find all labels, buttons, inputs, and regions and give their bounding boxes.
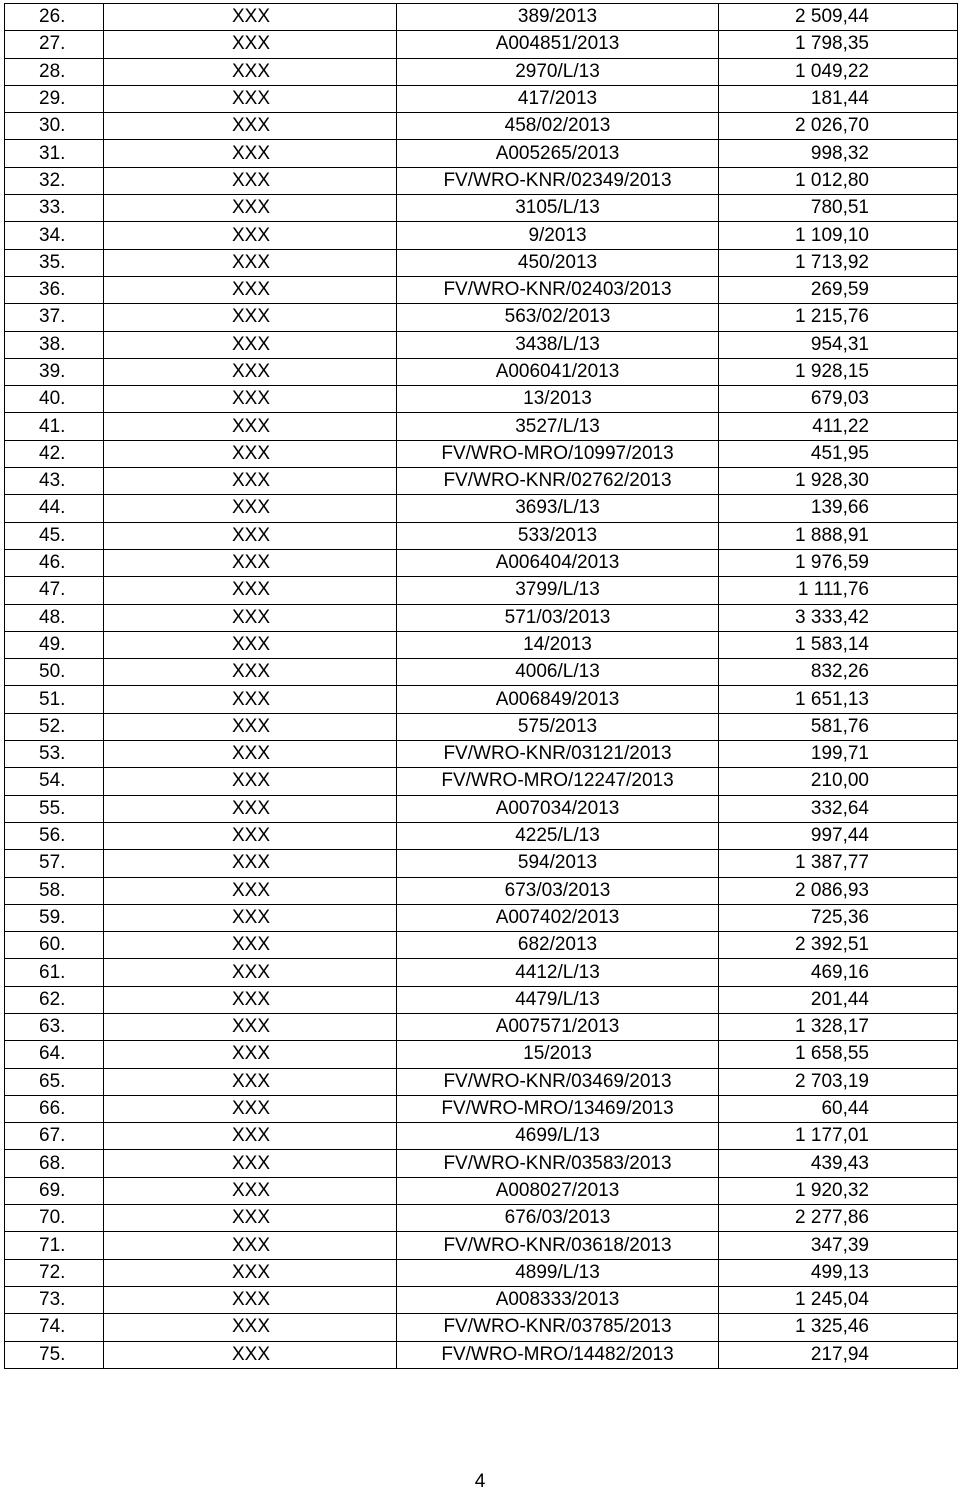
row-number: 52. (5, 713, 104, 740)
invoice-number: FV/WRO-MRO/10997/2013 (397, 440, 719, 467)
invoice-amount: 1 325,46 (719, 1314, 958, 1341)
invoice-number: A004851/2013 (397, 31, 719, 58)
contractor-name: XXX (104, 1150, 397, 1177)
row-number: 66. (5, 1095, 104, 1122)
invoice-amount: 1 245,04 (719, 1286, 958, 1313)
contractor-name: XXX (104, 932, 397, 959)
invoice-number: FV/WRO-KNR/03583/2013 (397, 1150, 719, 1177)
invoice-amount: 581,76 (719, 713, 958, 740)
invoice-number: 682/2013 (397, 932, 719, 959)
invoice-number: FV/WRO-KNR/03618/2013 (397, 1232, 719, 1259)
invoice-amount: 1 387,77 (719, 850, 958, 877)
table-row (5, 222, 958, 249)
contractor-name: XXX (104, 358, 397, 385)
invoice-amount: 2 392,51 (719, 932, 958, 959)
invoice-amount: 1 328,17 (719, 1013, 958, 1040)
invoice-number: A007571/2013 (397, 1013, 719, 1040)
invoice-number: 3438/L/13 (397, 331, 719, 358)
contractor-name: XXX (104, 1232, 397, 1259)
table-row (5, 768, 958, 795)
invoice-number: 594/2013 (397, 850, 719, 877)
invoice-amount: 181,44 (719, 85, 958, 112)
table-row (5, 85, 958, 112)
row-number: 54. (5, 768, 104, 795)
row-number: 64. (5, 1041, 104, 1068)
table-row (5, 686, 958, 713)
contractor-name: XXX (104, 413, 397, 440)
invoice-number: 3105/L/13 (397, 195, 719, 222)
invoice-number: 3799/L/13 (397, 577, 719, 604)
row-number: 27. (5, 31, 104, 58)
invoice-number: 4006/L/13 (397, 659, 719, 686)
table-row (5, 1286, 958, 1313)
contractor-name: XXX (104, 959, 397, 986)
invoice-number: 417/2013 (397, 85, 719, 112)
table-row (5, 1232, 958, 1259)
invoice-amount: 469,16 (719, 959, 958, 986)
contractor-name: XXX (104, 686, 397, 713)
row-number: 68. (5, 1150, 104, 1177)
contractor-name: XXX (104, 577, 397, 604)
invoice-amount: 725,36 (719, 904, 958, 931)
invoice-number: 533/2013 (397, 522, 719, 549)
row-number: 51. (5, 686, 104, 713)
invoice-amount: 1 920,32 (719, 1177, 958, 1204)
invoice-amount: 217,94 (719, 1341, 958, 1368)
contractor-name: XXX (104, 1068, 397, 1095)
table-row (5, 549, 958, 576)
row-number: 62. (5, 986, 104, 1013)
invoice-number: 2970/L/13 (397, 58, 719, 85)
invoice-number: 450/2013 (397, 249, 719, 276)
contractor-name: XXX (104, 631, 397, 658)
contractor-name: XXX (104, 1259, 397, 1286)
invoice-amount: 997,44 (719, 822, 958, 849)
contractor-name: XXX (104, 304, 397, 331)
row-number: 31. (5, 140, 104, 167)
row-number: 53. (5, 741, 104, 768)
contractor-name: XXX (104, 468, 397, 495)
invoice-number: A007402/2013 (397, 904, 719, 931)
table-row (5, 959, 958, 986)
invoice-amount: 1 928,15 (719, 358, 958, 385)
table-row (5, 331, 958, 358)
contractor-name: XXX (104, 113, 397, 140)
contractor-name: XXX (104, 1314, 397, 1341)
row-number: 59. (5, 904, 104, 931)
invoice-amount: 1 888,91 (719, 522, 958, 549)
invoice-number: 676/03/2013 (397, 1205, 719, 1232)
row-number: 45. (5, 522, 104, 549)
table-row (5, 1150, 958, 1177)
table-row (5, 31, 958, 58)
invoice-number: 458/02/2013 (397, 113, 719, 140)
invoice-number: 563/02/2013 (397, 304, 719, 331)
row-number: 58. (5, 877, 104, 904)
invoice-amount: 199,71 (719, 741, 958, 768)
row-number: 35. (5, 249, 104, 276)
invoice-amount: 60,44 (719, 1095, 958, 1122)
invoice-number: 4899/L/13 (397, 1259, 719, 1286)
contractor-name: XXX (104, 85, 397, 112)
row-number: 67. (5, 1123, 104, 1150)
contractor-name: XXX (104, 1205, 397, 1232)
invoice-amount: 3 333,42 (719, 604, 958, 631)
invoice-number: 571/03/2013 (397, 604, 719, 631)
invoice-amount: 2 277,86 (719, 1205, 958, 1232)
invoice-number: 3693/L/13 (397, 495, 719, 522)
row-number: 47. (5, 577, 104, 604)
contractor-name: XXX (104, 1013, 397, 1040)
table-row (5, 276, 958, 303)
invoice-number: 673/03/2013 (397, 877, 719, 904)
invoice-number: 575/2013 (397, 713, 719, 740)
table-row (5, 795, 958, 822)
contractor-name: XXX (104, 386, 397, 413)
invoice-number: FV/WRO-KNR/02762/2013 (397, 468, 719, 495)
contractor-name: XXX (104, 822, 397, 849)
table-row (5, 932, 958, 959)
table-row (5, 249, 958, 276)
row-number: 33. (5, 195, 104, 222)
row-number: 69. (5, 1177, 104, 1204)
contractor-name: XXX (104, 140, 397, 167)
invoice-amount: 347,39 (719, 1232, 958, 1259)
invoice-number: 3527/L/13 (397, 413, 719, 440)
table-row (5, 113, 958, 140)
table-row (5, 195, 958, 222)
invoice-amount: 139,66 (719, 495, 958, 522)
contractor-name: XXX (104, 1286, 397, 1313)
invoice-table-body (5, 4, 958, 1369)
row-number: 73. (5, 1286, 104, 1313)
row-number: 57. (5, 850, 104, 877)
table-row (5, 986, 958, 1013)
invoice-number: 4479/L/13 (397, 986, 719, 1013)
invoice-amount: 2 026,70 (719, 113, 958, 140)
invoice-number: A006404/2013 (397, 549, 719, 576)
contractor-name: XXX (104, 522, 397, 549)
invoice-amount: 1 658,55 (719, 1041, 958, 1068)
contractor-name: XXX (104, 440, 397, 467)
contractor-name: XXX (104, 795, 397, 822)
row-number: 55. (5, 795, 104, 822)
invoice-amount: 954,31 (719, 331, 958, 358)
row-number: 40. (5, 386, 104, 413)
row-number: 29. (5, 85, 104, 112)
table-row (5, 1259, 958, 1286)
contractor-name: XXX (104, 877, 397, 904)
invoice-number: 4225/L/13 (397, 822, 719, 849)
table-row (5, 877, 958, 904)
invoice-number: FV/WRO-KNR/03121/2013 (397, 741, 719, 768)
invoice-amount: 832,26 (719, 659, 958, 686)
invoice-amount: 1 976,59 (719, 549, 958, 576)
invoice-amount: 780,51 (719, 195, 958, 222)
table-row (5, 631, 958, 658)
table-row (5, 468, 958, 495)
row-number: 44. (5, 495, 104, 522)
table-row (5, 522, 958, 549)
table-row (5, 1341, 958, 1368)
row-number: 61. (5, 959, 104, 986)
table-row (5, 1068, 958, 1095)
row-number: 34. (5, 222, 104, 249)
invoice-amount: 998,32 (719, 140, 958, 167)
row-number: 39. (5, 358, 104, 385)
row-number: 41. (5, 413, 104, 440)
invoice-number: 4412/L/13 (397, 959, 719, 986)
table-row (5, 140, 958, 167)
table-row (5, 167, 958, 194)
invoice-amount: 1 177,01 (719, 1123, 958, 1150)
invoice-number: 4699/L/13 (397, 1123, 719, 1150)
table-row (5, 713, 958, 740)
invoice-number: A006849/2013 (397, 686, 719, 713)
invoice-amount: 1 713,92 (719, 249, 958, 276)
contractor-name: XXX (104, 1341, 397, 1368)
table-row (5, 1013, 958, 1040)
contractor-name: XXX (104, 331, 397, 358)
contractor-name: XXX (104, 222, 397, 249)
invoice-amount: 411,22 (719, 413, 958, 440)
invoice-amount: 269,59 (719, 276, 958, 303)
table-row (5, 604, 958, 631)
contractor-name: XXX (104, 58, 397, 85)
contractor-name: XXX (104, 276, 397, 303)
table-row (5, 58, 958, 85)
table-row (5, 1123, 958, 1150)
invoice-amount: 1 111,76 (719, 577, 958, 604)
table-row (5, 440, 958, 467)
invoice-number: A008333/2013 (397, 1286, 719, 1313)
invoice-number: 13/2013 (397, 386, 719, 413)
invoice-amount: 2 086,93 (719, 877, 958, 904)
table-row (5, 850, 958, 877)
table-row (5, 413, 958, 440)
row-number: 72. (5, 1259, 104, 1286)
contractor-name: XXX (104, 195, 397, 222)
invoice-number: FV/WRO-MRO/12247/2013 (397, 768, 719, 795)
row-number: 50. (5, 659, 104, 686)
invoice-number: 14/2013 (397, 631, 719, 658)
table-row (5, 1314, 958, 1341)
invoice-amount: 1 798,35 (719, 31, 958, 58)
contractor-name: XXX (104, 604, 397, 631)
invoice-number: 389/2013 (397, 4, 719, 31)
row-number: 75. (5, 1341, 104, 1368)
contractor-name: XXX (104, 768, 397, 795)
row-number: 46. (5, 549, 104, 576)
invoice-amount: 1 012,80 (719, 167, 958, 194)
row-number: 30. (5, 113, 104, 140)
invoice-amount: 1 583,14 (719, 631, 958, 658)
table-row (5, 495, 958, 522)
table-row (5, 904, 958, 931)
invoice-number: FV/WRO-KNR/03469/2013 (397, 1068, 719, 1095)
invoice-amount: 679,03 (719, 386, 958, 413)
contractor-name: XXX (104, 1095, 397, 1122)
invoice-number: FV/WRO-KNR/03785/2013 (397, 1314, 719, 1341)
contractor-name: XXX (104, 904, 397, 931)
contractor-name: XXX (104, 249, 397, 276)
table-row (5, 659, 958, 686)
invoice-number: FV/WRO-MRO/13469/2013 (397, 1095, 719, 1122)
row-number: 60. (5, 932, 104, 959)
invoice-number: FV/WRO-KNR/02403/2013 (397, 276, 719, 303)
invoice-number: A007034/2013 (397, 795, 719, 822)
table-row (5, 577, 958, 604)
row-number: 37. (5, 304, 104, 331)
invoice-number: A005265/2013 (397, 140, 719, 167)
contractor-name: XXX (104, 167, 397, 194)
table-row (5, 304, 958, 331)
row-number: 38. (5, 331, 104, 358)
row-number: 36. (5, 276, 104, 303)
invoice-amount: 1 928,30 (719, 468, 958, 495)
row-number: 48. (5, 604, 104, 631)
contractor-name: XXX (104, 1123, 397, 1150)
row-number: 74. (5, 1314, 104, 1341)
invoice-amount: 2 703,19 (719, 1068, 958, 1095)
contractor-name: XXX (104, 986, 397, 1013)
invoice-amount: 1 215,76 (719, 304, 958, 331)
row-number: 56. (5, 822, 104, 849)
invoice-number: FV/WRO-KNR/02349/2013 (397, 167, 719, 194)
page-number: 4 (474, 1471, 486, 1492)
invoice-table (4, 3, 958, 1369)
invoice-amount: 451,95 (719, 440, 958, 467)
table-row (5, 1205, 958, 1232)
invoice-number: A006041/2013 (397, 358, 719, 385)
invoice-amount: 1 049,22 (719, 58, 958, 85)
table-row (5, 1041, 958, 1068)
row-number: 71. (5, 1232, 104, 1259)
row-number: 42. (5, 440, 104, 467)
row-number: 70. (5, 1205, 104, 1232)
row-number: 28. (5, 58, 104, 85)
contractor-name: XXX (104, 1041, 397, 1068)
invoice-amount: 499,13 (719, 1259, 958, 1286)
invoice-number: A008027/2013 (397, 1177, 719, 1204)
row-number: 49. (5, 631, 104, 658)
table-row (5, 386, 958, 413)
contractor-name: XXX (104, 741, 397, 768)
table-row (5, 1095, 958, 1122)
contractor-name: XXX (104, 549, 397, 576)
invoice-number: 9/2013 (397, 222, 719, 249)
table-row (5, 741, 958, 768)
invoice-number: FV/WRO-MRO/14482/2013 (397, 1341, 719, 1368)
invoice-amount: 439,43 (719, 1150, 958, 1177)
row-number: 63. (5, 1013, 104, 1040)
contractor-name: XXX (104, 713, 397, 740)
contractor-name: XXX (104, 659, 397, 686)
contractor-name: XXX (104, 850, 397, 877)
invoice-amount: 1 109,10 (719, 222, 958, 249)
contractor-name: XXX (104, 495, 397, 522)
table-row (5, 358, 958, 385)
row-number: 65. (5, 1068, 104, 1095)
contractor-name: XXX (104, 4, 397, 31)
invoice-amount: 332,64 (719, 795, 958, 822)
invoice-amount: 1 651,13 (719, 686, 958, 713)
contractor-name: XXX (104, 1177, 397, 1204)
invoice-amount: 2 509,44 (719, 4, 958, 31)
contractor-name: XXX (104, 31, 397, 58)
table-row (5, 4, 958, 31)
row-number: 32. (5, 167, 104, 194)
row-number: 26. (5, 4, 104, 31)
invoice-amount: 201,44 (719, 986, 958, 1013)
table-row (5, 1177, 958, 1204)
invoice-number: 15/2013 (397, 1041, 719, 1068)
row-number: 43. (5, 468, 104, 495)
invoice-amount: 210,00 (719, 768, 958, 795)
table-row (5, 822, 958, 849)
